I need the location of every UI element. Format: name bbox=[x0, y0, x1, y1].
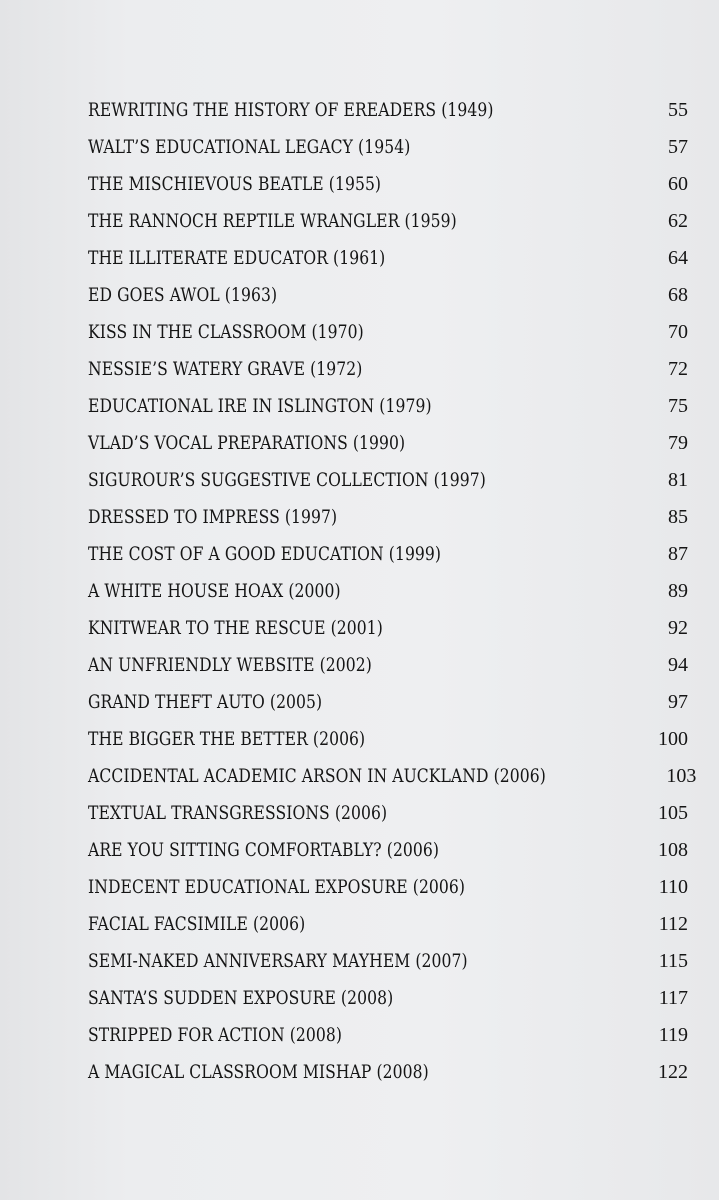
toc-entry bbox=[88, 647, 688, 684]
toc-entry bbox=[88, 462, 688, 499]
entry-title: KISS IN THE CLASSROOM (1970) bbox=[88, 321, 364, 343]
toc-entry bbox=[88, 536, 688, 573]
entry-title: GRAND THEFT AUTO (2005) bbox=[88, 691, 323, 713]
entry-page-number: 100 bbox=[658, 728, 688, 750]
table-of-contents bbox=[88, 92, 697, 1091]
entry-title: THE BIGGER THE BETTER (2006) bbox=[88, 728, 366, 750]
entry-title: ED GOES AWOL (1963) bbox=[88, 284, 278, 306]
entry-title: A WHITE HOUSE HOAX (2000) bbox=[88, 580, 341, 602]
toc-entry bbox=[88, 166, 688, 203]
entry-page-number: 89 bbox=[668, 580, 688, 602]
entry-title: VLAD’S VOCAL PREPARATIONS (1990) bbox=[88, 432, 406, 454]
entry-title: THE MISCHIEVOUS BEATLE (1955) bbox=[88, 173, 382, 195]
entry-title: ARE YOU SITTING COMFORTABLY? (2006) bbox=[88, 839, 440, 861]
entry-title: INDECENT EDUCATIONAL EXPOSURE (2006) bbox=[88, 876, 466, 898]
entry-page-number: 87 bbox=[668, 543, 688, 565]
entry-title: THE COST OF A GOOD EDUCATION (1999) bbox=[88, 543, 442, 565]
entry-page-number: 68 bbox=[668, 284, 688, 306]
entry-page-number: 72 bbox=[668, 358, 688, 380]
entry-page-number: 92 bbox=[668, 617, 688, 639]
entry-page-number: 81 bbox=[668, 469, 688, 491]
toc-entry bbox=[88, 758, 697, 795]
entry-title: SANTA’S SUDDEN EXPOSURE (2008) bbox=[88, 987, 394, 1009]
entry-page-number: 85 bbox=[668, 506, 688, 528]
toc-entry bbox=[88, 240, 688, 277]
toc-entry bbox=[88, 499, 688, 536]
entry-page-number: 60 bbox=[668, 173, 688, 195]
toc-entry bbox=[88, 610, 688, 647]
toc-entry bbox=[88, 906, 688, 943]
toc-entry bbox=[88, 573, 688, 610]
entry-page-number: 57 bbox=[668, 136, 688, 158]
toc-entry bbox=[88, 832, 688, 869]
entry-title: KNITWEAR TO THE RESCUE (2001) bbox=[88, 617, 383, 639]
toc-entry bbox=[88, 277, 688, 314]
entry-page-number: 97 bbox=[668, 691, 688, 713]
entry-page-number: 75 bbox=[668, 395, 688, 417]
entry-title: AN UNFRIENDLY WEBSITE (2002) bbox=[88, 654, 372, 676]
entry-page-number: 62 bbox=[668, 210, 688, 232]
entry-page-number: 70 bbox=[668, 321, 688, 343]
entry-page-number: 119 bbox=[658, 1024, 688, 1046]
entry-page-number: 115 bbox=[658, 950, 688, 972]
entry-page-number: 110 bbox=[658, 876, 688, 898]
entry-title: NESSIE’S WATERY GRAVE (1972) bbox=[88, 358, 363, 380]
entry-page-number: 55 bbox=[668, 99, 688, 121]
entry-page-number: 108 bbox=[658, 839, 688, 861]
entry-page-number: 64 bbox=[668, 247, 688, 269]
entry-title: THE RANNOCH REPTILE WRANGLER (1959) bbox=[88, 210, 457, 232]
toc-entry bbox=[88, 980, 688, 1017]
toc-entry bbox=[88, 795, 688, 832]
entry-page-number: 117 bbox=[658, 987, 688, 1009]
toc-entry bbox=[88, 92, 688, 129]
toc-entry bbox=[88, 314, 688, 351]
entry-title: A MAGICAL CLASSROOM MISHAP (2008) bbox=[88, 1061, 429, 1083]
toc-entry bbox=[88, 129, 688, 166]
entry-title: EDUCATIONAL IRE IN ISLINGTON (1979) bbox=[88, 395, 432, 417]
entry-title: STRIPPED FOR ACTION (2008) bbox=[88, 1024, 343, 1046]
toc-entry bbox=[88, 425, 688, 462]
toc-entry bbox=[88, 351, 688, 388]
toc-entry bbox=[88, 1054, 688, 1091]
entry-title: WALT’S EDUCATIONAL LEGACY (1954) bbox=[88, 136, 411, 158]
toc-entry bbox=[88, 1017, 688, 1054]
entry-title: DRESSED TO IMPRESS (1997) bbox=[88, 506, 338, 528]
entry-page-number: 112 bbox=[658, 913, 688, 935]
entry-page-number: 103 bbox=[666, 765, 697, 787]
toc-entry bbox=[88, 721, 688, 758]
entry-page-number: 94 bbox=[668, 654, 688, 676]
entry-page-number: 105 bbox=[658, 802, 688, 824]
entry-title: REWRITING THE HISTORY OF EREADERS (1949) bbox=[88, 99, 494, 121]
toc-entry bbox=[88, 203, 688, 240]
toc-entry bbox=[88, 388, 688, 425]
entry-title: TEXTUAL TRANSGRESSIONS (2006) bbox=[88, 802, 388, 824]
entry-title: THE ILLITERATE EDUCATOR (1961) bbox=[88, 247, 386, 269]
toc-entry bbox=[88, 684, 688, 721]
entry-title: SIGUROUR’S SUGGESTIVE COLLECTION (1997) bbox=[88, 469, 486, 491]
entry-page-number: 122 bbox=[658, 1061, 688, 1083]
entry-title: FACIAL FACSIMILE (2006) bbox=[88, 913, 306, 935]
entry-title: ACCIDENTAL ACADEMIC ARSON IN AUCKLAND (2006) bbox=[88, 765, 546, 787]
toc-entry bbox=[88, 943, 688, 980]
entry-page-number: 79 bbox=[668, 432, 688, 454]
entry-title: SEMI-NAKED ANNIVERSARY MAYHEM (2007) bbox=[88, 950, 468, 972]
toc-entry bbox=[88, 869, 688, 906]
